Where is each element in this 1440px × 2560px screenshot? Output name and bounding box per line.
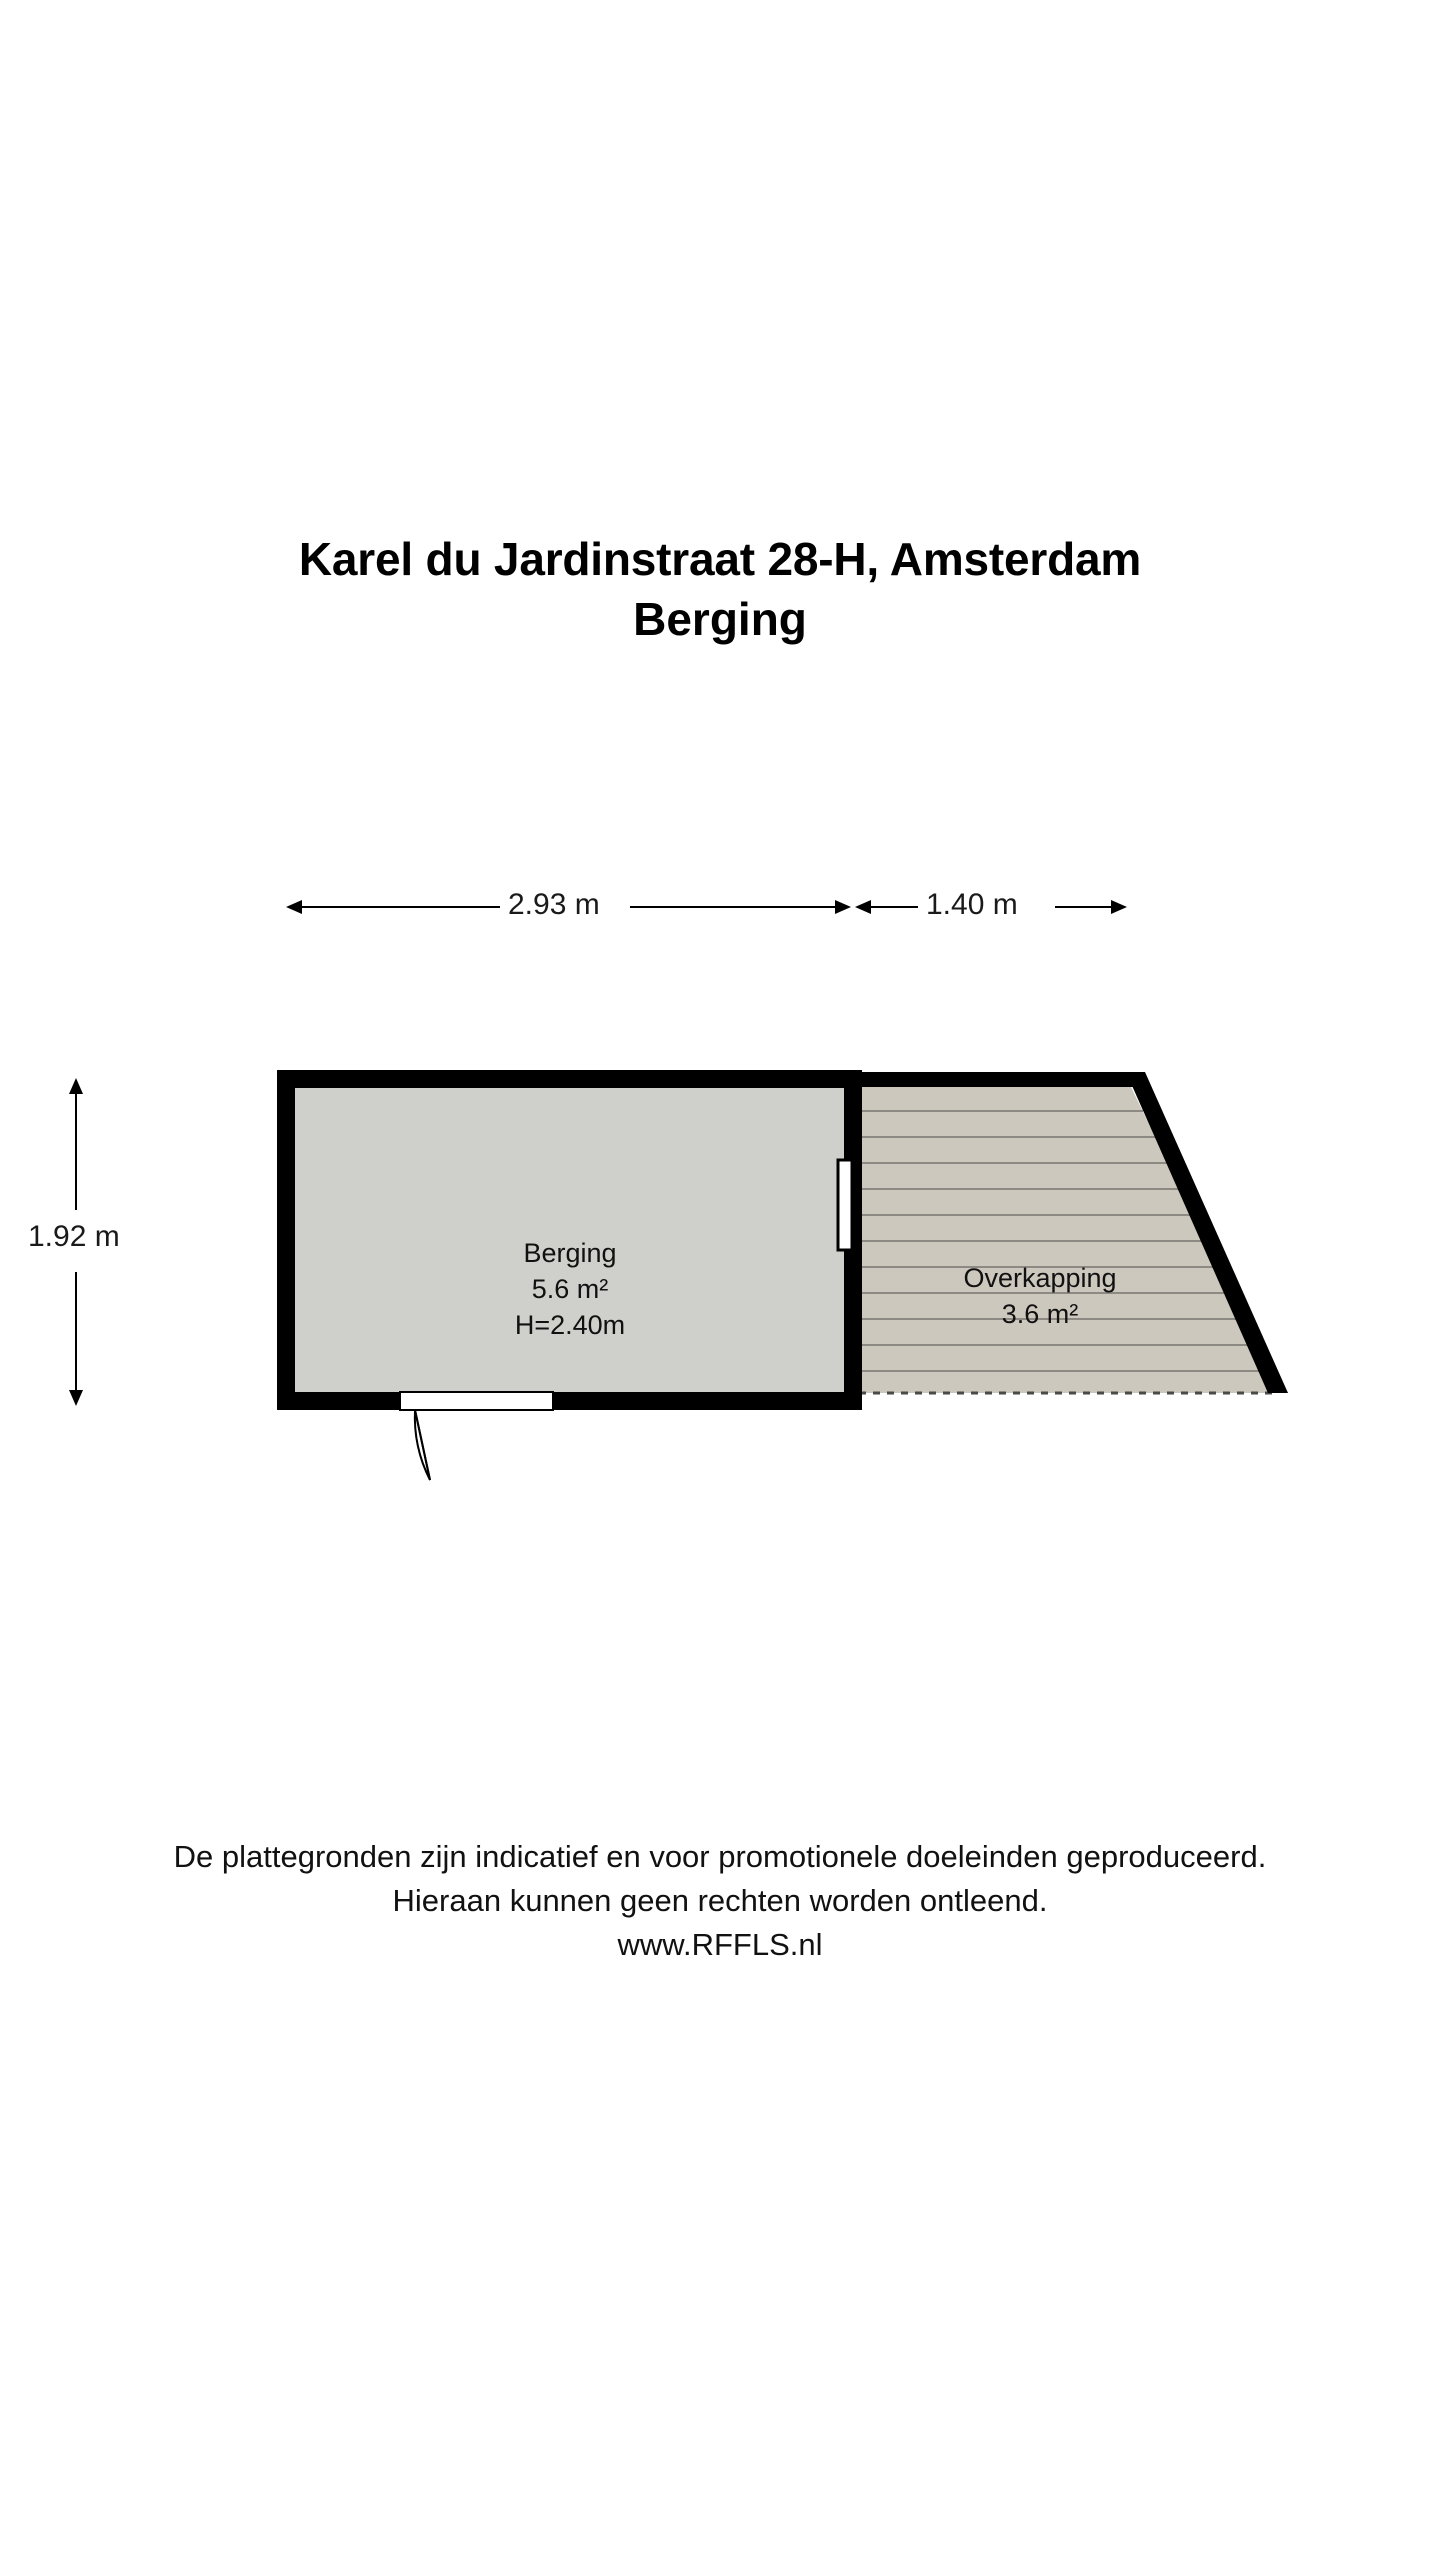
- room-area-berging: 5.6 m²: [531, 1274, 609, 1304]
- disclaimer-footer: [0, 1835, 1440, 1967]
- room-name-berging: Berging: [523, 1238, 617, 1268]
- wall-bottom-left: [277, 1392, 400, 1410]
- page-title-floor: Berging: [633, 593, 807, 645]
- wall-bottom-right: [553, 1392, 862, 1410]
- canopy-top-wall: [845, 1072, 1135, 1087]
- dimension-label-top-left: 2.93 m: [508, 888, 600, 921]
- room-label-overkapping: [890, 1260, 1190, 1332]
- dimension-label-top-right: 1.40 m: [926, 888, 1018, 921]
- interior-opening: [838, 1160, 852, 1250]
- title-block: [0, 530, 1440, 650]
- floorplan-drawing: [0, 840, 1440, 1640]
- door-opening: [400, 1392, 553, 1410]
- disclaimer-line-2: Hieraan kunnen geen rechten worden ontleend.: [392, 1883, 1048, 1918]
- room-area-overkapping: 3.6 m²: [1001, 1299, 1079, 1329]
- dimension-label-left: 1.92 m: [28, 1220, 120, 1253]
- room-height-berging: H=2.40m: [514, 1310, 626, 1340]
- floorplan: [0, 840, 1440, 1640]
- disclaimer-line-1: De plattegronden zijn indicatief en voor promotionele doeleinden geproduceerd.: [173, 1839, 1267, 1874]
- room-name-overkapping: Overkapping: [963, 1263, 1117, 1293]
- room-label-berging: [430, 1235, 710, 1343]
- page-title-address: Karel du Jardinstraat 28-H, Amsterdam: [298, 533, 1142, 585]
- website-url: www.RFFLS.nl: [617, 1927, 823, 1962]
- wall-top: [277, 1070, 862, 1088]
- wall-left: [277, 1070, 295, 1410]
